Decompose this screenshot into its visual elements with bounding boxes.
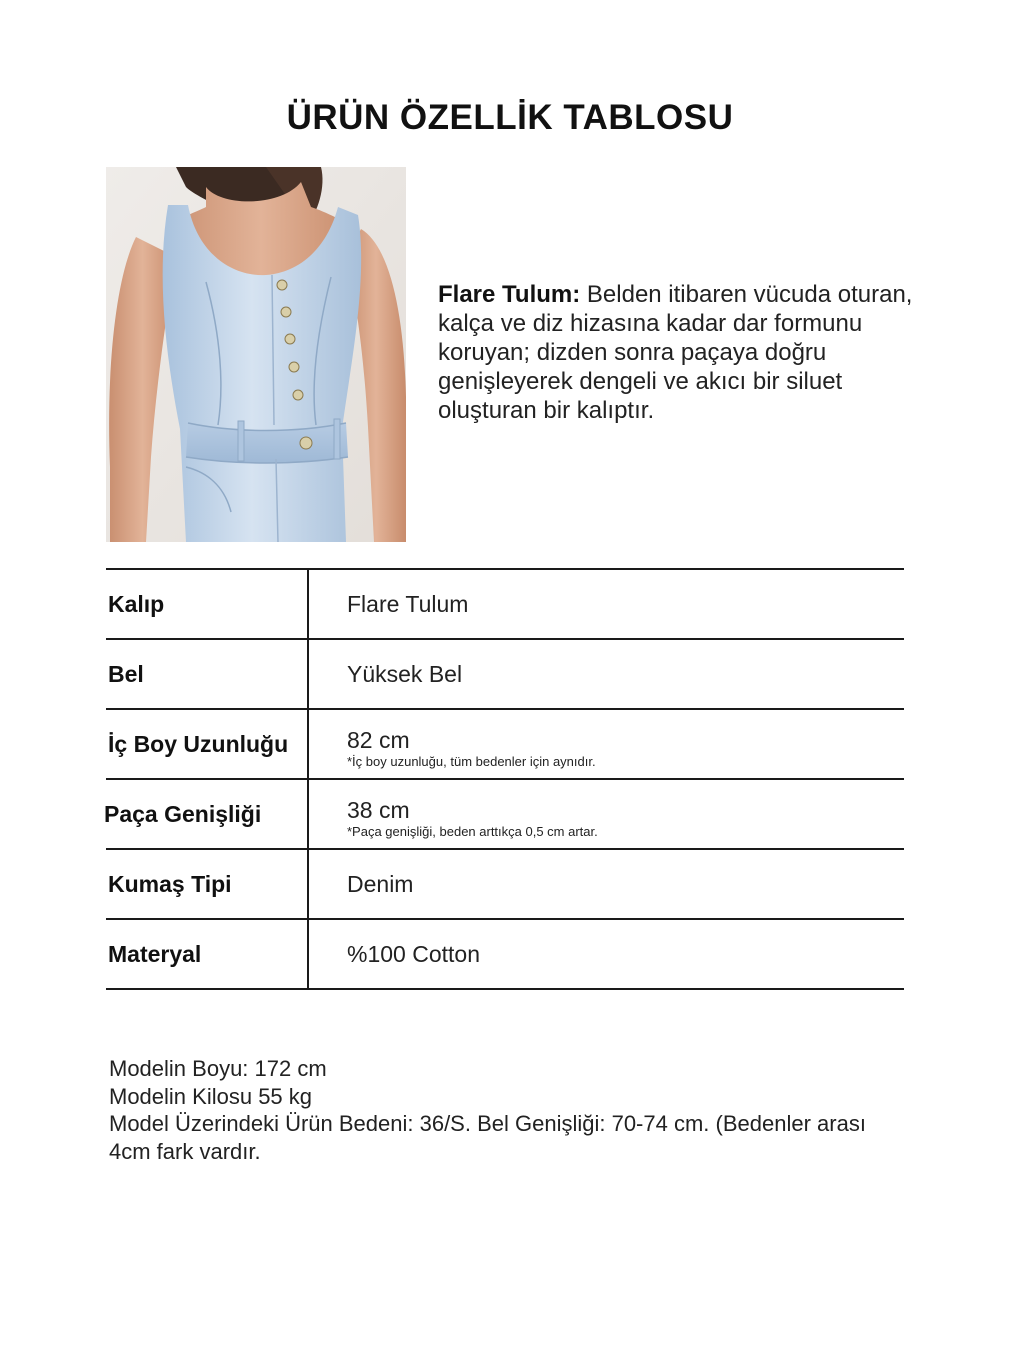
spec-divider	[307, 710, 309, 778]
spec-label: Kalıp	[108, 590, 165, 617]
spec-row-ic-boy	[106, 710, 904, 780]
description-title: Flare Tulum:	[438, 281, 581, 308]
spec-value: Yüksek Bel	[347, 661, 463, 687]
spec-label: Bel	[108, 660, 144, 687]
model-height: Modelin Boyu: 172 cm	[109, 1056, 327, 1081]
spec-divider	[307, 920, 309, 988]
description-text: Belden itibaren vücuda oturan, kalça ve diz hizasına kadar dar formunu koruyan; dizden sonra paçaya doğru genişleyerek dengeli ve akıcı bir siluet oluşturan bir kalıptır.	[438, 281, 913, 424]
spec-value-cell	[347, 850, 904, 918]
spec-divider	[307, 640, 309, 708]
spec-label: Kumaş Tipi	[108, 870, 232, 897]
spec-value: Flare Tulum	[347, 591, 469, 617]
spec-value: 38 cm	[347, 797, 410, 823]
spec-label: Paça Genişliği	[104, 800, 262, 827]
spec-note: *İç boy uzunluğu, tüm bedenler için aynıdır.	[347, 754, 596, 769]
spec-row-kalip	[106, 570, 904, 640]
spec-value: %100 Cotton	[347, 941, 480, 967]
spec-value-cell	[347, 780, 904, 848]
denim-jumpsuit-illustration	[106, 167, 406, 542]
fit-description	[438, 280, 918, 425]
spec-value-cell	[347, 570, 904, 638]
spec-value-cell	[347, 920, 904, 988]
model-info	[109, 1055, 899, 1165]
spec-value: Denim	[347, 871, 414, 897]
spec-divider	[307, 850, 309, 918]
spec-divider	[307, 570, 309, 638]
spec-row-kumas	[106, 850, 904, 920]
spec-row-bel	[106, 640, 904, 710]
spec-label: İç Boy Uzunluğu	[108, 730, 289, 757]
spec-divider	[307, 780, 309, 848]
spec-note: *Paça genişliği, beden arttıkça 0,5 cm artar.	[347, 824, 598, 839]
product-photo	[106, 167, 406, 542]
spec-label: Materyal	[108, 940, 202, 967]
model-weight: Modelin Kilosu 55 kg	[109, 1083, 313, 1109]
spec-row-materyal	[106, 920, 904, 990]
model-size: Model Üzerindeki Ürün Bedeni: 36/S. Bel Genişliği: 70-74 cm. (Bedenler arası 4cm fark vardır.	[109, 1111, 866, 1164]
page-title: ÜRÜN ÖZELLİK TABLOSU	[286, 98, 734, 137]
spec-value-cell	[347, 640, 904, 708]
spec-value-cell	[347, 710, 904, 778]
spec-table	[106, 568, 904, 990]
spec-value: 82 cm	[347, 727, 410, 753]
spec-row-paca	[106, 780, 904, 850]
